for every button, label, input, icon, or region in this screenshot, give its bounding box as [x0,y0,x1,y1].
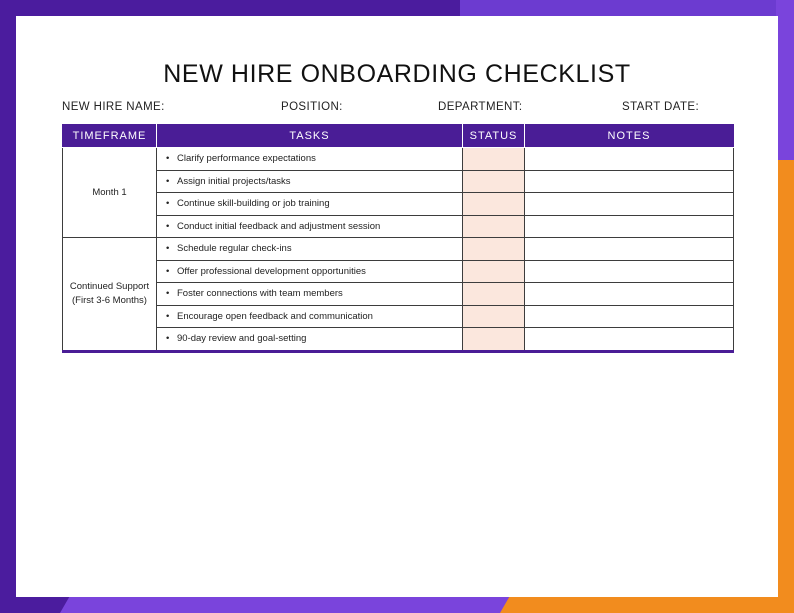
header-status: STATUS [463,125,525,148]
bullet-icon: • [166,333,170,345]
timeframe-label: Continued Support [69,280,150,292]
task-cell [157,260,463,283]
bullet-icon: • [166,220,170,232]
task-cell [157,328,463,352]
task-text: 90-day review and goal-setting [177,333,307,345]
status-cell[interactable] [463,170,525,193]
task-cell [157,193,463,216]
notes-cell[interactable] [525,328,734,352]
task-text: Offer professional development opportunities [177,265,366,277]
status-cell[interactable] [463,215,525,238]
bullet-icon: • [166,310,170,322]
task-cell [157,305,463,328]
decor-orange-right [776,160,794,613]
task-text: Foster connections with team members [177,288,343,300]
header-fields [16,101,778,117]
notes-cell[interactable] [525,215,734,238]
decor-orange-bottom [500,597,794,613]
header-tasks: TASKS [157,125,463,148]
task-cell [157,148,463,171]
table-row [63,215,734,238]
checklist-page [16,16,778,597]
table-row [63,305,734,328]
table-row [63,283,734,306]
header-timeframe: TIMEFRAME [63,125,157,148]
status-cell[interactable] [463,283,525,306]
task-cell [157,238,463,261]
bullet-icon: • [166,153,170,165]
status-cell[interactable] [463,305,525,328]
onboarding-table [62,124,734,353]
task-text: Continue skill-building or job training [177,198,330,210]
table-row [63,148,734,171]
status-cell[interactable] [463,193,525,216]
bullet-icon: • [166,243,170,255]
task-text: Encourage open feedback and communication [177,310,373,322]
table-row [63,328,734,352]
notes-cell[interactable] [525,260,734,283]
decor-violet-bottom [60,597,529,613]
status-cell[interactable] [463,260,525,283]
notes-cell[interactable] [525,170,734,193]
timeframe-cell-continued-support [63,238,157,352]
department-label: DEPARTMENT: [438,101,523,113]
notes-cell[interactable] [525,283,734,306]
notes-cell[interactable] [525,305,734,328]
table-row [63,238,734,261]
bullet-icon: • [166,175,170,187]
table-row [63,193,734,216]
timeframe-cell-month-1 [63,148,157,238]
task-text: Schedule regular check-ins [177,243,292,255]
task-text: Conduct initial feedback and adjustment session [177,220,381,232]
task-text: Clarify performance expectations [177,153,316,165]
start-date-label: START DATE: [622,101,700,113]
bullet-icon: • [166,198,170,210]
table-row [63,170,734,193]
task-text: Assign initial projects/tasks [177,175,291,187]
timeframe-label: Month 1 [92,186,127,198]
new-hire-name-label: NEW HIRE NAME: [62,101,165,113]
header-notes: NOTES [525,125,734,148]
bullet-icon: • [166,288,170,300]
notes-cell[interactable] [525,193,734,216]
task-cell [157,170,463,193]
page-title: NEW HIRE ONBOARDING CHECKLIST [163,60,631,88]
status-cell[interactable] [463,328,525,352]
timeframe-sublabel: (First 3-6 Months) [72,294,147,306]
table-row [63,260,734,283]
task-cell [157,283,463,306]
bullet-icon: • [166,265,170,277]
position-label: POSITION: [281,101,343,113]
status-cell[interactable] [463,148,525,171]
notes-cell[interactable] [525,148,734,171]
task-cell [157,215,463,238]
status-cell[interactable] [463,238,525,261]
notes-cell[interactable] [525,238,734,261]
table-header-row [63,125,734,148]
